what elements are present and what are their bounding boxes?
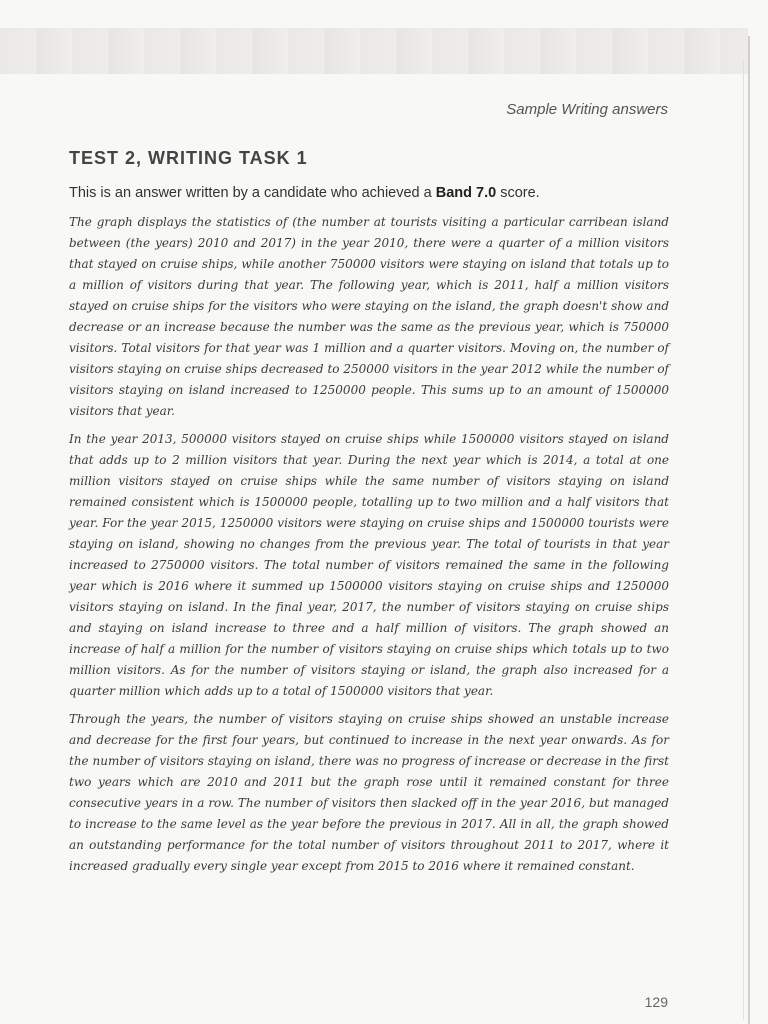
page-title: TEST 2, WRITING TASK 1 — [69, 148, 308, 168]
running-header: Sample Writing answers — [506, 101, 668, 118]
handwritten-essay — [69, 212, 669, 884]
intro-suffix: score. — [496, 185, 540, 201]
page-number: 129 — [644, 994, 668, 1010]
essay-paragraph-3: Through the years, the number of visitors staying on cruise ships showed an unstable increase and decrease for the first four years, but continued to increase in the next year onwards. As for the number of visitors staying on island, there was no progress of increase or decrease in the first two years which are 2010 and 2011 but the graph rose until it remained constant for three consecutive years in a row. The number of visitors then slacked off in the year 2016, but managed to increase to the same level as the year before the previous in 2017. All in all, the graph showed an outstanding performance for the total number of visitors throughout 2011 to 2017, where it increased gradually every single year except from 2015 to 2016 where it remained constant. — [69, 712, 669, 873]
essay-paragraph-2: In the year 2013, 500000 visitors stayed on cruise ships while 1500000 visitors stayed on island that adds up to 2 million visitors that year. During the next year which is 2014, a total at one million visitors stayed on cruise ships while the same number of visitors staying on island remained consistent which is 1500000 people, totalling up to two million and a half visitors that year. For the year 2015, 1250000 visitors were staying on cruise ships and 1500000 tourists were staying on island, showing no changes from the previous year. The total of tourists in that year increased to 2750000 visitors. The total number of visitors remained the same in the following year which is 2016 where it summed up 1500000 visitors staying on cruise ships and 1250000 visitors staying on island. In the final year, 2017, the number of visitors staying on cruise ships and staying on island increase to three and a half million of visitors. The graph showed an increase of half a million for the number of visitors staying on cruise ships which totals up to two million visitors. As for the number of visitors staying or island, the graph also increased for a quarter million which adds up to a total of 1500000 visitors that year. — [69, 432, 669, 698]
intro-line — [69, 185, 540, 201]
essay-paragraph-1: The graph displays the statistics of (the number at tourists visiting a particular carribean island between (the years) 2010 and 2017) in the year 2010, there were a quarter of a million visitors that stayed on cruise ships, while another 750000 visitors were staying on island that totals up to a million of visitors during that year. The following year, which is 2011, half a million visitors stayed on cruise ships for the visitors who were staying on the island, the graph doesn't show and decrease or an increase because the number was the same as the previous year, which is 750000 visitors. Total visitors for that year was 1 million and a quarter visitors. Moving on, the number of visitors staying on cruise ships decreased to 250000 visitors in the year 2012 while the number of visitors staying on island increased to 1250000 people. This sums up to an amount of 1500000 visitors that year. — [69, 215, 669, 418]
scan-top-strip — [0, 28, 748, 74]
scan-right-edge-shadow — [743, 60, 744, 1020]
band-score: Band 7.0 — [435, 185, 497, 201]
intro-prefix: This is an answer written by a candidate who achieved a — [69, 185, 436, 201]
scan-right-edge — [748, 36, 750, 1024]
